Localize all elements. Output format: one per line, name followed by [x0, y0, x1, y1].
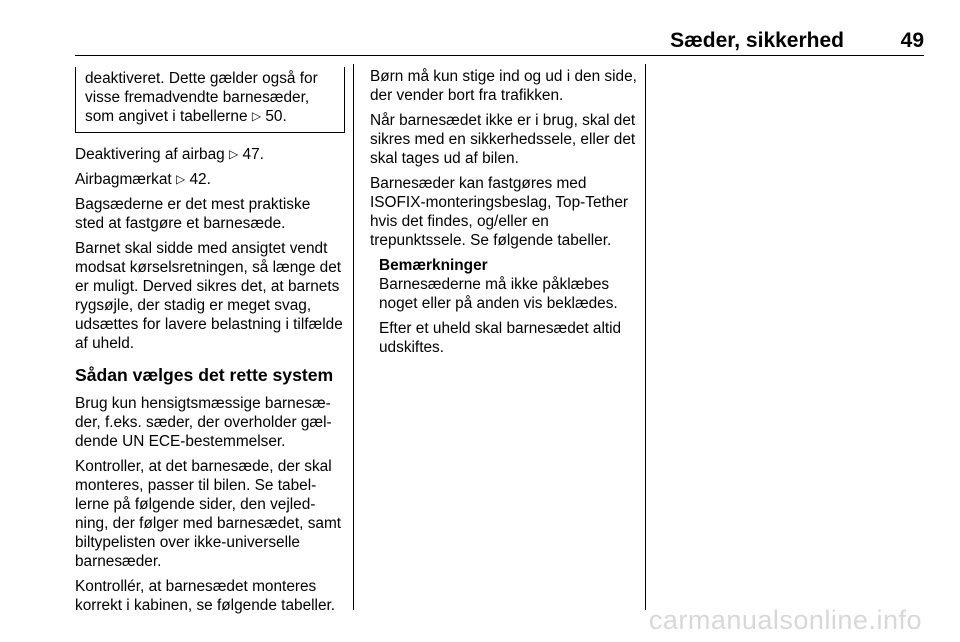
section-heading: Sådan vælges det rette system: [75, 365, 334, 385]
column-middle: [370, 67, 638, 363]
column-left: [75, 67, 343, 621]
header-rule: [75, 55, 924, 56]
paragraph: Når barnesædet ikke er i brug, skal det sikres med en sikkerhedssele, eller det skal tages ud af bilen.: [370, 112, 636, 167]
paragraph-text: Airbagmærkat: [75, 171, 172, 188]
paragraph: Bagsæderne er det mest praktiske sted at fastgøre et barnesæde.: [75, 196, 311, 232]
notice-line-text: som angivet i tabellerne: [85, 108, 248, 125]
notice-line: [85, 107, 338, 126]
reference-arrow-icon: ▷: [229, 147, 239, 161]
paragraph: Børn må kun stige ind og ud i den side, der vender bort fra trafikken.: [370, 68, 637, 104]
column-divider-right: [645, 64, 646, 610]
paragraph-airbag-label: [75, 170, 343, 189]
notice-ref-page: 50.: [265, 108, 287, 125]
note-block: [379, 256, 638, 357]
reference-arrow-icon: ▷: [251, 109, 262, 123]
reference-arrow-icon: ▷: [175, 172, 186, 186]
paragraph: Barnet skal sidde med ansigtet vendt modsat kørselsretningen, så længe det er muligt. Derved sikres det, at barnets rygsøjle, der stadig er meget svag, udsættes for lavere belastning i tilfælde af uheld.: [75, 240, 343, 352]
paragraph: Barnesæder kan fastgøres med ISOFIX-monteringsbeslag, Top-Tether hvis det findes, og/eller en trepunktssele. Se følgende tabeller.: [370, 175, 629, 249]
paragraph: Kontrollér, at barnesædet monteres korrekt i kabinen, se følgende tabeller.: [75, 578, 336, 614]
paragraph-text: Deaktivering af airbag: [75, 146, 225, 163]
notice-line: deaktiveret. Dette gælder også for: [85, 70, 318, 87]
page-header: [75, 28, 924, 56]
notice-box-continued: [75, 67, 345, 133]
note-title: Bemærkninger: [379, 257, 488, 274]
paragraph: Brug kun hensigtsmæssige barnesæder, f.eks. sæder, der overholder gældende UN ECE-bestemmelser.: [75, 395, 332, 450]
watermark: carmanualsonline.info: [648, 605, 922, 635]
note-paragraph: Efter et uheld skal barnesædet altid udskiftes.: [379, 320, 622, 356]
notice-line: visse fremadvendte barnesæder,: [85, 89, 310, 106]
paragraph: Kontroller, at det barnesæde, der skal monteres, passer til bilen. Se tabellerne på følgende sider, den vejledning, der følger med barnesædet, samt biltypelisten over ikke-universelle barnesæder.: [75, 458, 342, 570]
note-paragraph: Barnesæderne må ikke påklæbes noget eller på anden vis beklædes.: [379, 276, 618, 312]
paragraph-airbag-deactivation: [75, 145, 343, 164]
column-divider-left: [353, 64, 354, 610]
paragraph-ref-page: 47.: [242, 146, 264, 163]
section-title: Sæder, sikkerhed: [670, 29, 844, 52]
page-number: 49: [900, 29, 924, 52]
paragraph-ref-page: 42.: [189, 171, 211, 188]
